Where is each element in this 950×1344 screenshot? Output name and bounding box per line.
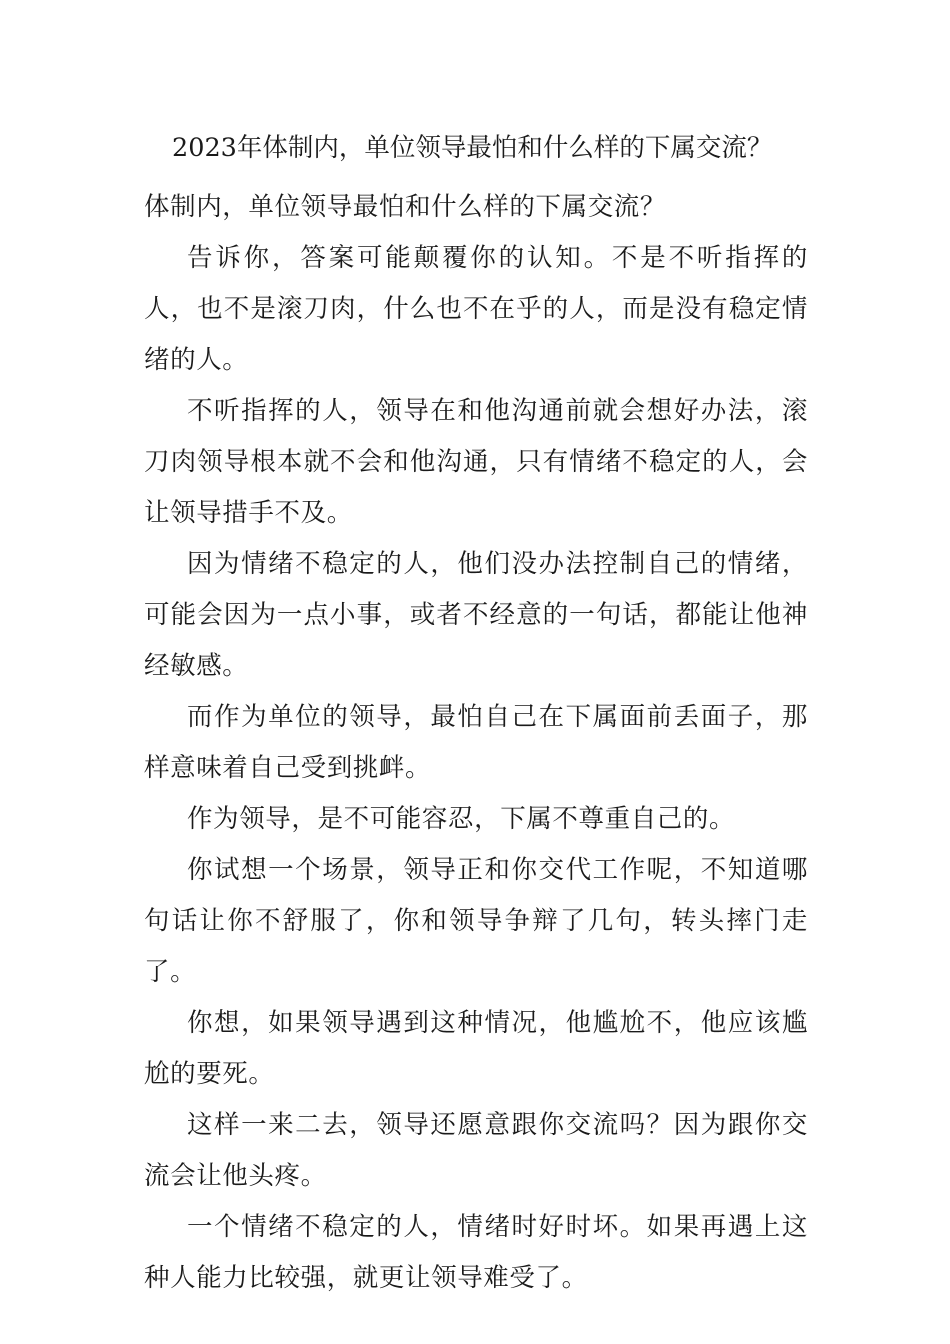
document-title: 2023年体制内，单位领导最怕和什么样的下属交流？ (172, 133, 773, 163)
paragraph: 因为情绪不稳定的人，他们没办法控制自己的情绪，可能会因为一点小事，或者不经意的一句话，都能让他神经敏感。 (144, 549, 808, 681)
document-body (144, 182, 808, 1304)
paragraph: 这样一来二去，领导还愿意跟你交流吗？因为跟你交流会让他头疼。 (144, 1110, 808, 1191)
paragraph: 一个情绪不稳定的人，情绪时好时坏。如果再遇上这种人能力比较强，就更让领导难受了。 (144, 1212, 808, 1293)
paragraph: 而作为单位的领导，最怕自己在下属面前丢面子，那样意味着自己受到挑衅。 (144, 702, 808, 783)
paragraph: 你试想一个场景，领导正和你交代工作呢，不知道哪句话让你不舒服了，你和领导争辩了几句，转头摔门走了。 (144, 855, 808, 987)
paragraph-subtitle: 体制内，单位领导最怕和什么样的下属交流？ (144, 192, 667, 222)
paragraph: 告诉你，答案可能颠覆你的认知。不是不听指挥的人，也不是滚刀肉，什么也不在乎的人，而是没有稳定情绪的人。 (144, 243, 808, 375)
paragraph: 你想，如果领导遇到这种情况，他尴尬不，他应该尴尬的要死。 (144, 1008, 808, 1089)
paragraph: 作为领导，是不可能容忍，下属不尊重自己的。 (187, 804, 736, 834)
paragraph: 不听指挥的人，领导在和他沟通前就会想好办法，滚刀肉领导根本就不会和他沟通，只有情绪不稳定的人，会让领导措手不及。 (144, 396, 808, 528)
